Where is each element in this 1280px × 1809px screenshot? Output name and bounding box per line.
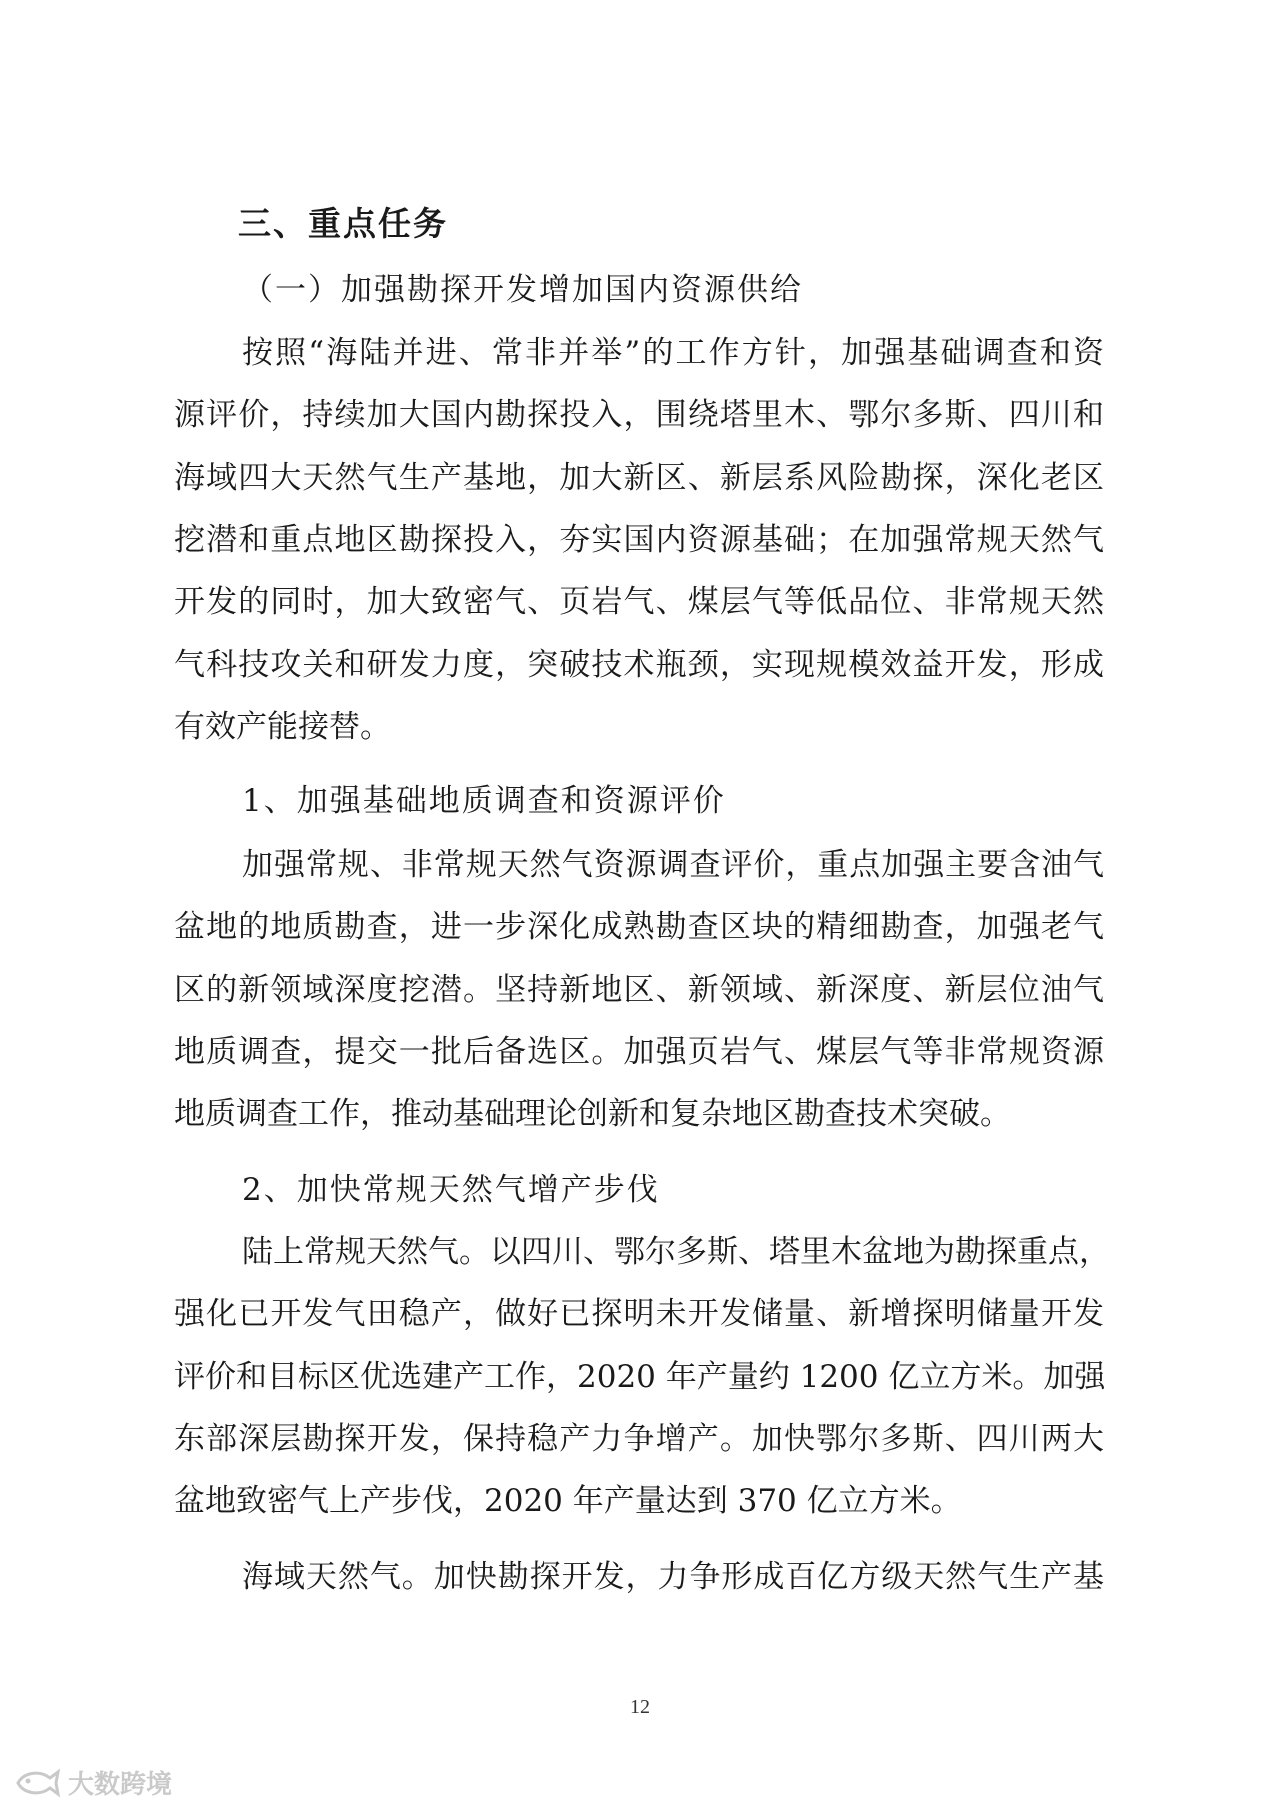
paragraph-1-line-2: 源评价，持续加大国内勘探投入，围绕塔里木、鄂尔多斯、四川和 [174,397,1104,433]
paragraph-2-line-2: 盆地的地质勘查，进一步深化成熟勘查区块的精细勘查，加强老气 [174,909,1104,945]
page-number: 12 [630,1696,650,1718]
paragraph-1-line-6: 气科技攻关和研发力度，突破技术瓶颈，实现规模效益开发，形成 [174,647,1104,683]
paragraph-1-line-3: 海域四大天然气生产基地，加大新区、新层系风险勘探，深化老区 [174,460,1104,496]
item-2-heading: 2、加快常规天然气增产步伐 [242,1172,660,1208]
paragraph-3-line-5: 盆地致密气上产步伐，2020 年产量达到 370 亿立方米。 [174,1483,962,1519]
paragraph-2-line-4: 地质调查，提交一批后备选区。加强页岩气、煤层气等非常规资源 [174,1034,1104,1070]
paragraph-3-line-1: 陆上常规天然气。以四川、鄂尔多斯、塔里木盆地为勘探重点， [242,1234,1110,1270]
fish-logo-icon [14,1768,62,1798]
watermark-text: 大数跨境 [68,1770,173,1800]
watermark [14,1764,172,1801]
paragraph-1-line-5: 开发的同时，加大致密气、页岩气、煤层气等低品位、非常规天然 [174,584,1104,620]
paragraph-2-line-1: 加强常规、非常规天然气资源调查评价，重点加强主要含油气 [242,847,1104,883]
paragraph-1-line-1: 按照“海陆并进、常非并举”的工作方针，加强基础调查和资 [242,335,1104,371]
paragraph-3-line-4: 东部深层勘探开发，保持稳产力争增产。加快鄂尔多斯、四川两大 [174,1421,1104,1457]
paragraph-2-line-5: 地质调查工作，推动基础理论创新和复杂地区勘查技术突破。 [174,1096,1011,1132]
section-heading: 三、重点任务 [238,204,448,243]
paragraph-1-line-7: 有效产能接替。 [174,709,391,745]
paragraph-3-line-2: 强化已开发气田稳产，做好已探明未开发储量、新增探明储量开发 [174,1296,1104,1332]
paragraph-2-line-3: 区的新领域深度挖潜。坚持新地区、新领域、新深度、新层位油气 [174,972,1104,1008]
paragraph-3-line-3: 评价和目标区优选建产工作，2020 年产量约 1200 亿立方米。加强 [174,1359,1106,1395]
subsection-heading: （一）加强勘探开发增加国内资源供给 [242,272,803,308]
paragraph-4-line-1: 海域天然气。加快勘探开发，力争形成百亿方级天然气生产基 [242,1559,1104,1595]
paragraph-1-line-4: 挖潜和重点地区勘探投入，夯实国内资源基础；在加强常规天然气 [174,522,1104,558]
item-1-heading: 1、加强基础地质调查和资源评价 [242,783,726,819]
